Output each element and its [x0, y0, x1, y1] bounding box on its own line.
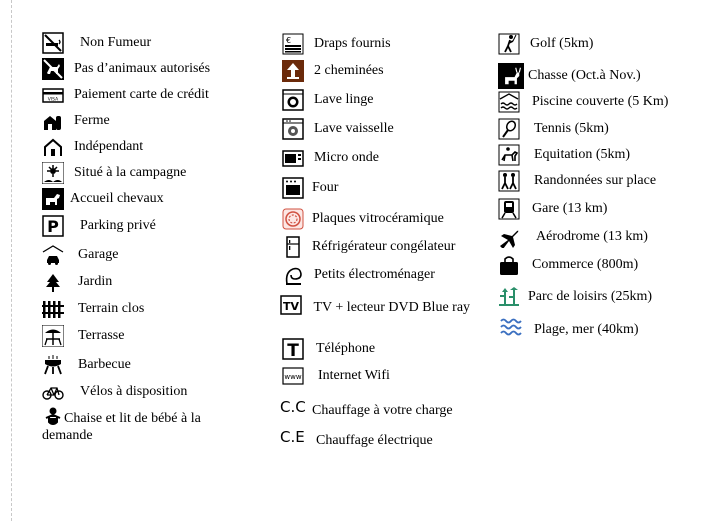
fireplace-icon [282, 60, 304, 82]
ceramic-hob-icon [282, 208, 304, 230]
electric-heating-icon: C.E [280, 428, 305, 446]
amenity-label: Four [312, 180, 339, 195]
tv-icon [280, 294, 302, 316]
activity-label: Chasse (Oct.à Nov.) [528, 68, 641, 83]
train-station-icon [498, 198, 520, 220]
activity-airport [498, 226, 648, 248]
amenity-electric-heating [280, 425, 433, 449]
no-pets-icon [42, 58, 64, 80]
amenity-label: Téléphone [316, 341, 376, 356]
credit-card-icon [42, 84, 64, 106]
heating-cc-icon: C.C [280, 398, 306, 416]
amenity-label: Situé à la campagne [74, 165, 187, 180]
beach-icon [500, 315, 522, 337]
garden-icon [42, 271, 64, 293]
amenity-microwave [282, 147, 379, 169]
svg-text:www: www [284, 373, 302, 381]
fenced-field-icon [42, 298, 64, 320]
amenity-label: 2 cheminées [314, 63, 384, 78]
amenity-independent [42, 136, 143, 158]
barbecue-icon [42, 354, 64, 376]
activity-label: Tennis (5km) [534, 121, 609, 136]
amenity-ceramic-hob [282, 208, 444, 230]
amenity-label: Réfrigérateur congélateur [312, 239, 456, 254]
amenity-label: Garage [78, 247, 119, 262]
amenity-telephone [282, 338, 375, 360]
amenity-parking [42, 215, 156, 237]
garage-icon [42, 244, 64, 266]
equitation-icon [498, 144, 520, 166]
baby-icon [42, 406, 64, 428]
amenity-no-smoking [42, 32, 151, 54]
no-smoking-icon [42, 32, 64, 54]
amenity-label: Micro onde [314, 150, 379, 165]
amenity-label: Ferme [74, 113, 110, 128]
amenity-fenced [42, 298, 144, 320]
amenity-farm [42, 110, 110, 132]
amenity-baby [42, 406, 242, 444]
activity-label: Piscine couverte (5 Km) [532, 94, 669, 109]
amenity-barbecue [42, 354, 131, 376]
amenity-garage [42, 244, 118, 266]
activity-golf [498, 33, 593, 55]
small-appliance-icon [282, 264, 304, 286]
activity-shopping [498, 254, 638, 276]
parking-icon [42, 215, 64, 237]
amenity-fridge [282, 236, 455, 258]
amenity-label: TV + lecteur DVD Blue ray [313, 300, 471, 315]
amenity-label: Pas d’animaux autorisés [74, 61, 211, 76]
amenity-dishwasher [282, 118, 394, 140]
amenity-label: Terrain clos [78, 301, 145, 316]
terrace-icon [42, 325, 64, 347]
amenity-label: Lave linge [314, 92, 374, 107]
activity-label: Parc de loisirs (25km) [528, 289, 653, 304]
tennis-icon [498, 118, 520, 140]
svg-text:TV: TV [282, 300, 300, 313]
svg-text:P: P [47, 217, 59, 236]
microwave-icon [282, 147, 304, 169]
activity-hunting [498, 63, 641, 89]
countryside-icon [42, 162, 64, 184]
activity-tennis [498, 118, 609, 140]
golf-icon [498, 33, 520, 55]
amenity-credit-card [42, 84, 209, 106]
amenity-tv [280, 294, 480, 316]
activity-label: Randonnées sur place [534, 173, 657, 188]
amenity-label: Barbecue [78, 357, 131, 372]
telephone-icon [282, 338, 304, 360]
amenity-label: Lave vaisselle [314, 121, 394, 136]
amenity-washing-machine [282, 89, 373, 111]
amenity-label: Internet Wifi [318, 368, 390, 383]
independent-house-icon [42, 136, 64, 158]
amenity-label: Chaise et lit de bébé à la demande [42, 411, 201, 443]
hiking-icon [498, 170, 520, 192]
amenity-terrace [42, 325, 124, 347]
airport-icon [498, 226, 520, 248]
amenity-label: Terrasse [78, 328, 125, 343]
activity-label: Commerce (800m) [532, 257, 639, 272]
amenity-label: Draps fournis [314, 36, 391, 51]
amenity-label: Vélos à disposition [80, 384, 188, 399]
amenity-label: Accueil chevaux [70, 191, 164, 206]
amenity-label: Plaques vitrocéramique [312, 211, 444, 226]
activity-leisure-park [498, 286, 652, 308]
amenity-label: Parking privé [80, 218, 156, 233]
activity-label: Aérodrome (13 km) [536, 229, 648, 244]
amenity-label: Jardin [78, 274, 113, 289]
svg-text:€: € [286, 36, 292, 45]
dishwasher-icon [282, 118, 304, 140]
activity-train-station [498, 198, 607, 220]
activity-hiking [498, 170, 656, 192]
page-margin-guide [11, 0, 12, 521]
indoor-pool-icon [498, 91, 520, 113]
amenity-label: Petits électroménager [314, 267, 435, 282]
amenity-small-appliances [282, 264, 435, 286]
activity-beach [500, 314, 639, 338]
svg-text:VISA: VISA [47, 97, 59, 103]
activity-label: Plage, mer (40km) [534, 322, 639, 337]
svg-text:T: T [287, 341, 299, 360]
bed-linen-icon [282, 33, 304, 55]
activity-label: Golf (5km) [530, 36, 594, 51]
amenity-wifi [282, 365, 390, 387]
amenity-garden [42, 271, 112, 293]
amenity-label: Non Fumeur [80, 35, 152, 50]
farm-icon [42, 110, 64, 132]
washing-machine-icon [282, 89, 304, 111]
amenity-horses [42, 188, 164, 210]
amenity-label: Paiement carte de crédit [74, 87, 209, 102]
oven-icon [282, 177, 304, 199]
amenity-label: Chauffage à votre charge [312, 403, 453, 418]
wifi-icon [282, 365, 304, 387]
amenity-no-pets [42, 58, 210, 80]
bicycle-icon [42, 381, 64, 403]
activity-equitation [498, 144, 630, 166]
hunting-icon [498, 63, 524, 89]
amenity-bicycles [42, 381, 187, 403]
amenity-oven [282, 177, 338, 199]
amenity-label: Indépendant [74, 139, 144, 154]
amenity-heating-own-charge [280, 395, 453, 419]
amenity-countryside [42, 162, 186, 184]
leisure-park-icon [498, 286, 520, 308]
amenity-label: Chauffage électrique [316, 433, 433, 448]
activity-label: Gare (13 km) [532, 201, 608, 216]
activity-indoor-pool [498, 91, 668, 113]
horse-icon [42, 188, 64, 210]
amenity-bed-linen [282, 33, 391, 55]
activity-label: Equitation (5km) [534, 147, 631, 162]
shopping-icon [498, 254, 520, 276]
fridge-icon [282, 236, 304, 258]
amenity-fireplace [282, 60, 384, 82]
